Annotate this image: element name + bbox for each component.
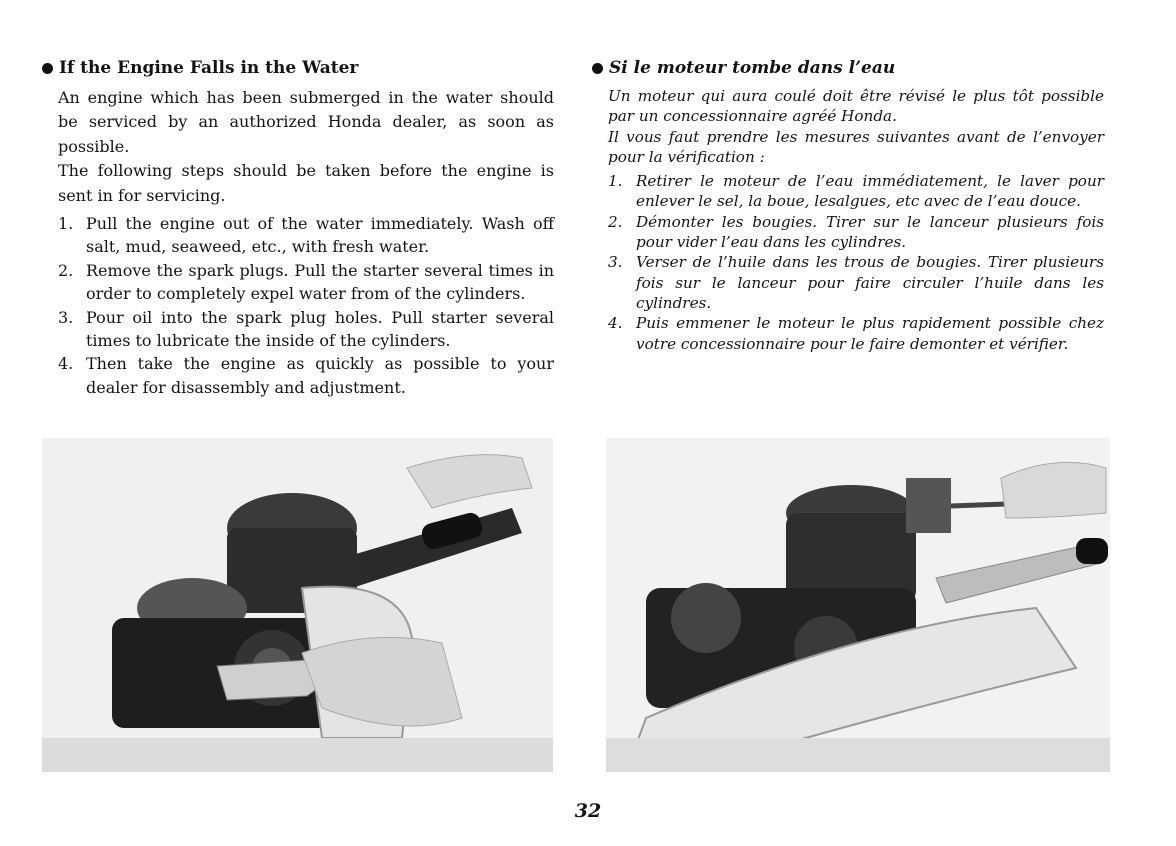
step-number: 4. — [608, 314, 623, 333]
step-text: Pull the engine out of the water immediately. Wash off salt, mud, seaweed, etc., with fresh water. — [86, 214, 554, 257]
french-heading-text: Si le moteur tombe dans l’eau — [609, 58, 896, 78]
french-step — [608, 171, 1104, 212]
english-step — [58, 352, 554, 399]
step-text: Puis emmener le moteur le plus rapidement possible chez votre concessionnaire pour le faire demonter et vérifier. — [636, 314, 1104, 353]
french-paragraph: Il vous faut prendre les mesures suivantes avant de l’envoyer pour la vérification : — [608, 127, 1104, 166]
french-heading — [592, 58, 1104, 78]
step-text: Retirer le moteur de l’eau immédiatement, le laver pour enlever le sel, la boue, lesalgues, etc avec de l’eau douce. — [636, 172, 1104, 211]
step-text: Pour oil into the spark plug holes. Pull starter several times to lubricate the inside of the cylinders. — [86, 307, 554, 351]
french-step — [608, 212, 1104, 253]
english-column — [42, 58, 554, 399]
step-number: 1. — [58, 214, 74, 234]
english-heading-text: If the Engine Falls in the Water — [59, 58, 359, 78]
engine-photo-starter — [606, 438, 1110, 772]
french-step — [608, 313, 1104, 354]
english-step — [58, 259, 554, 306]
engine-starter-illustration — [606, 438, 1110, 772]
bullet-icon — [592, 63, 603, 74]
french-steps — [608, 171, 1104, 354]
english-step — [58, 212, 554, 259]
english-step — [58, 306, 554, 353]
engine-photo-oiling — [42, 438, 553, 772]
english-heading — [42, 58, 554, 78]
step-number: 2. — [58, 260, 74, 280]
english-paragraph: The following steps should be taken before the engine is sent in for servicing. — [58, 161, 554, 205]
step-text: Démonter les bougies. Tirer sur le lanceur plusieurs fois pour vider l’eau dans les cylindres. — [636, 212, 1104, 252]
step-text: Then take the engine as quickly as possible to your dealer for disassembly and adjustment. — [86, 354, 554, 397]
engine-oiling-illustration — [42, 438, 553, 772]
step-text: Remove the spark plugs. Pull the starter several times in order to completely expel water from of the cylinders. — [86, 260, 554, 304]
step-number: 2. — [608, 212, 623, 231]
step-number: 4. — [58, 354, 74, 374]
step-number: 3. — [608, 253, 623, 272]
french-step — [608, 252, 1104, 313]
english-steps — [58, 212, 554, 399]
page-number: 32 — [574, 800, 602, 822]
french-column — [592, 58, 1104, 354]
step-number: 1. — [608, 172, 623, 191]
french-paragraph: Un moteur qui aura coulé doit être révisé le plus tôt possible par un concessionnaire agréé Honda. — [608, 87, 1104, 126]
english-paragraph: An engine which has been submerged in the water should be serviced by an authorized Honda dealer, as soon as possible. — [58, 88, 554, 156]
step-text: Verser de l’huile dans les trous de bougies. Tirer plusieurs fois sur le lanceur pour faire circuler l’huile dans les cylindres. — [636, 253, 1104, 312]
step-number: 3. — [58, 307, 74, 327]
bullet-icon — [42, 63, 53, 74]
